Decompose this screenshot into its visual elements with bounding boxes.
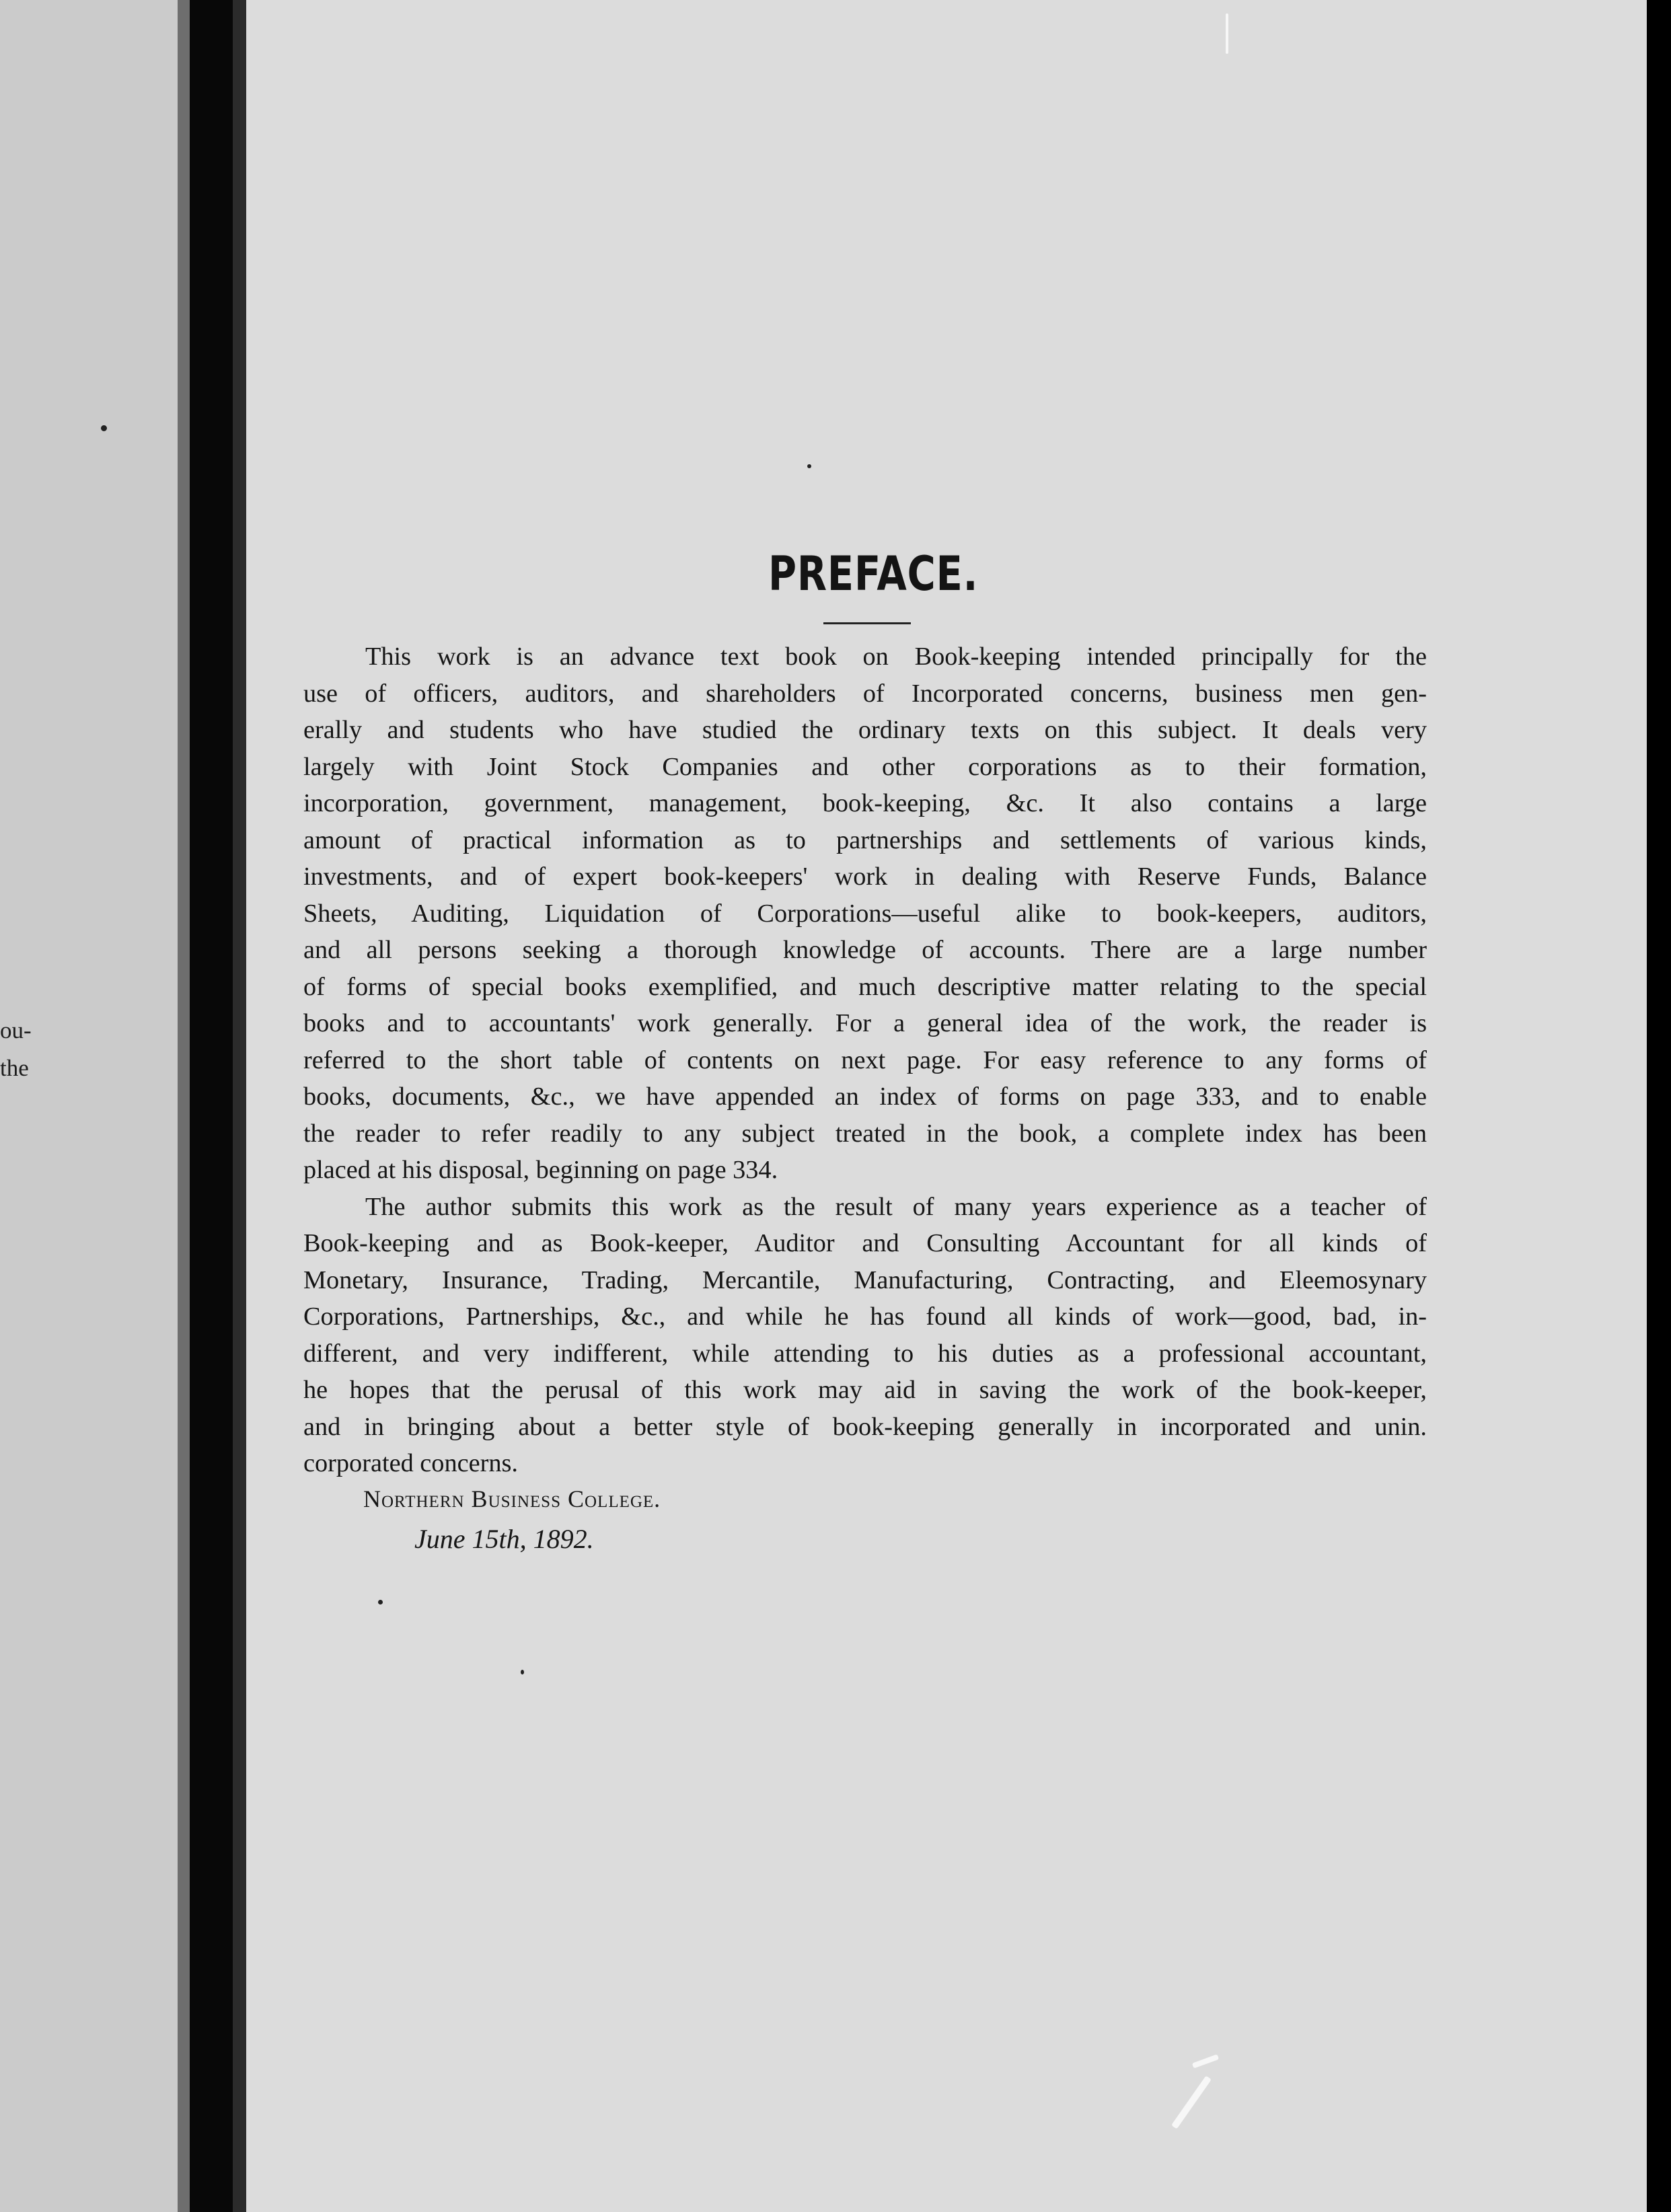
left-page-text-fragments <box>0 1012 32 1087</box>
signature-date: June 15th, 1892. <box>414 1524 594 1554</box>
text-line: Corporations, Partnerships, &c., and while he has found all kinds of work—good, bad, in- <box>303 1302 1427 1331</box>
scan-scratch <box>1226 13 1228 54</box>
left-facing-page <box>0 0 178 2212</box>
text-line: books, documents, &c., we have appended an index of forms on page 333, and to enable <box>303 1082 1427 1111</box>
text-line: amount of practical information as to partnerships and settlements of various kinds, <box>303 825 1427 854</box>
text-line: the reader to refer readily to any subject treated in the book, a complete index has been <box>303 1119 1427 1148</box>
dust-speck <box>521 1670 524 1674</box>
page-shadow <box>233 0 246 2212</box>
text-line: The author submits this work as the result of many years experience as a teacher of <box>365 1192 1427 1221</box>
text-line: different, and very indifferent, while attending to his duties as a professional accountant, <box>303 1339 1427 1368</box>
dust-speck <box>378 1600 383 1605</box>
text-line: use of officers, auditors, and shareholders of Incorporated concerns, business men gen- <box>303 679 1427 708</box>
scan-scratch <box>1171 2075 1212 2129</box>
text-line: This work is an advance text book on Book-keeping intended principally for the <box>365 642 1427 671</box>
text-line: books and to accountants' work generally. For a general idea of the work, the reader is <box>303 1009 1427 1037</box>
text-line: and all persons seeking a thorough knowledge of accounts. There are a large number <box>303 936 1427 964</box>
page-title: PREFACE. <box>768 546 979 601</box>
text-line: placed at his disposal, beginning on page 334. <box>303 1156 778 1184</box>
text-line: largely with Joint Stock Companies and other corporations as to their formation, <box>303 752 1427 781</box>
gutter-edge <box>178 0 190 2212</box>
text-line: Monetary, Insurance, Trading, Mercantile, Manufacturing, Contracting, and Eleemosynary <box>303 1265 1427 1294</box>
text-line: corporated concerns. <box>303 1449 518 1477</box>
text-line: referred to the short table of contents on next page. For easy reference to any forms of <box>303 1045 1427 1074</box>
text-line: incorporation, government, management, book-keeping, &c. It also contains a large <box>303 789 1427 817</box>
title-rule <box>823 622 911 624</box>
book-binding-gutter <box>190 0 233 2212</box>
signature-institution: Northern Business College. <box>363 1485 661 1512</box>
left-fragment-2: the <box>0 1055 29 1081</box>
text-line: he hopes that the perusal of this work may aid in saving the work of the book-keeper, <box>303 1376 1427 1404</box>
text-line: Sheets, Auditing, Liquidation of Corporations—useful alike to book-keepers, auditors, <box>303 899 1427 928</box>
scan-scratch <box>1192 2054 1219 2068</box>
text-line: and in bringing about a better style of book-keeping generally in incorporated and unin. <box>303 1412 1427 1441</box>
dust-speck <box>807 464 811 468</box>
preface-body <box>303 638 1427 1482</box>
left-fragment-1: ou- <box>0 1017 32 1043</box>
text-line: of forms of special books exemplified, and much descriptive matter relating to the special <box>303 972 1427 1001</box>
text-line: erally and students who have studied the ordinary texts on this subject. It deals very <box>303 716 1427 744</box>
text-line: Book-keeping and as Book-keeper, Auditor and Consulting Accountant for all kinds of <box>303 1229 1427 1257</box>
text-line: investments, and of expert book-keepers' work in dealing with Reserve Funds, Balance <box>303 862 1427 891</box>
dust-speck <box>101 425 107 431</box>
